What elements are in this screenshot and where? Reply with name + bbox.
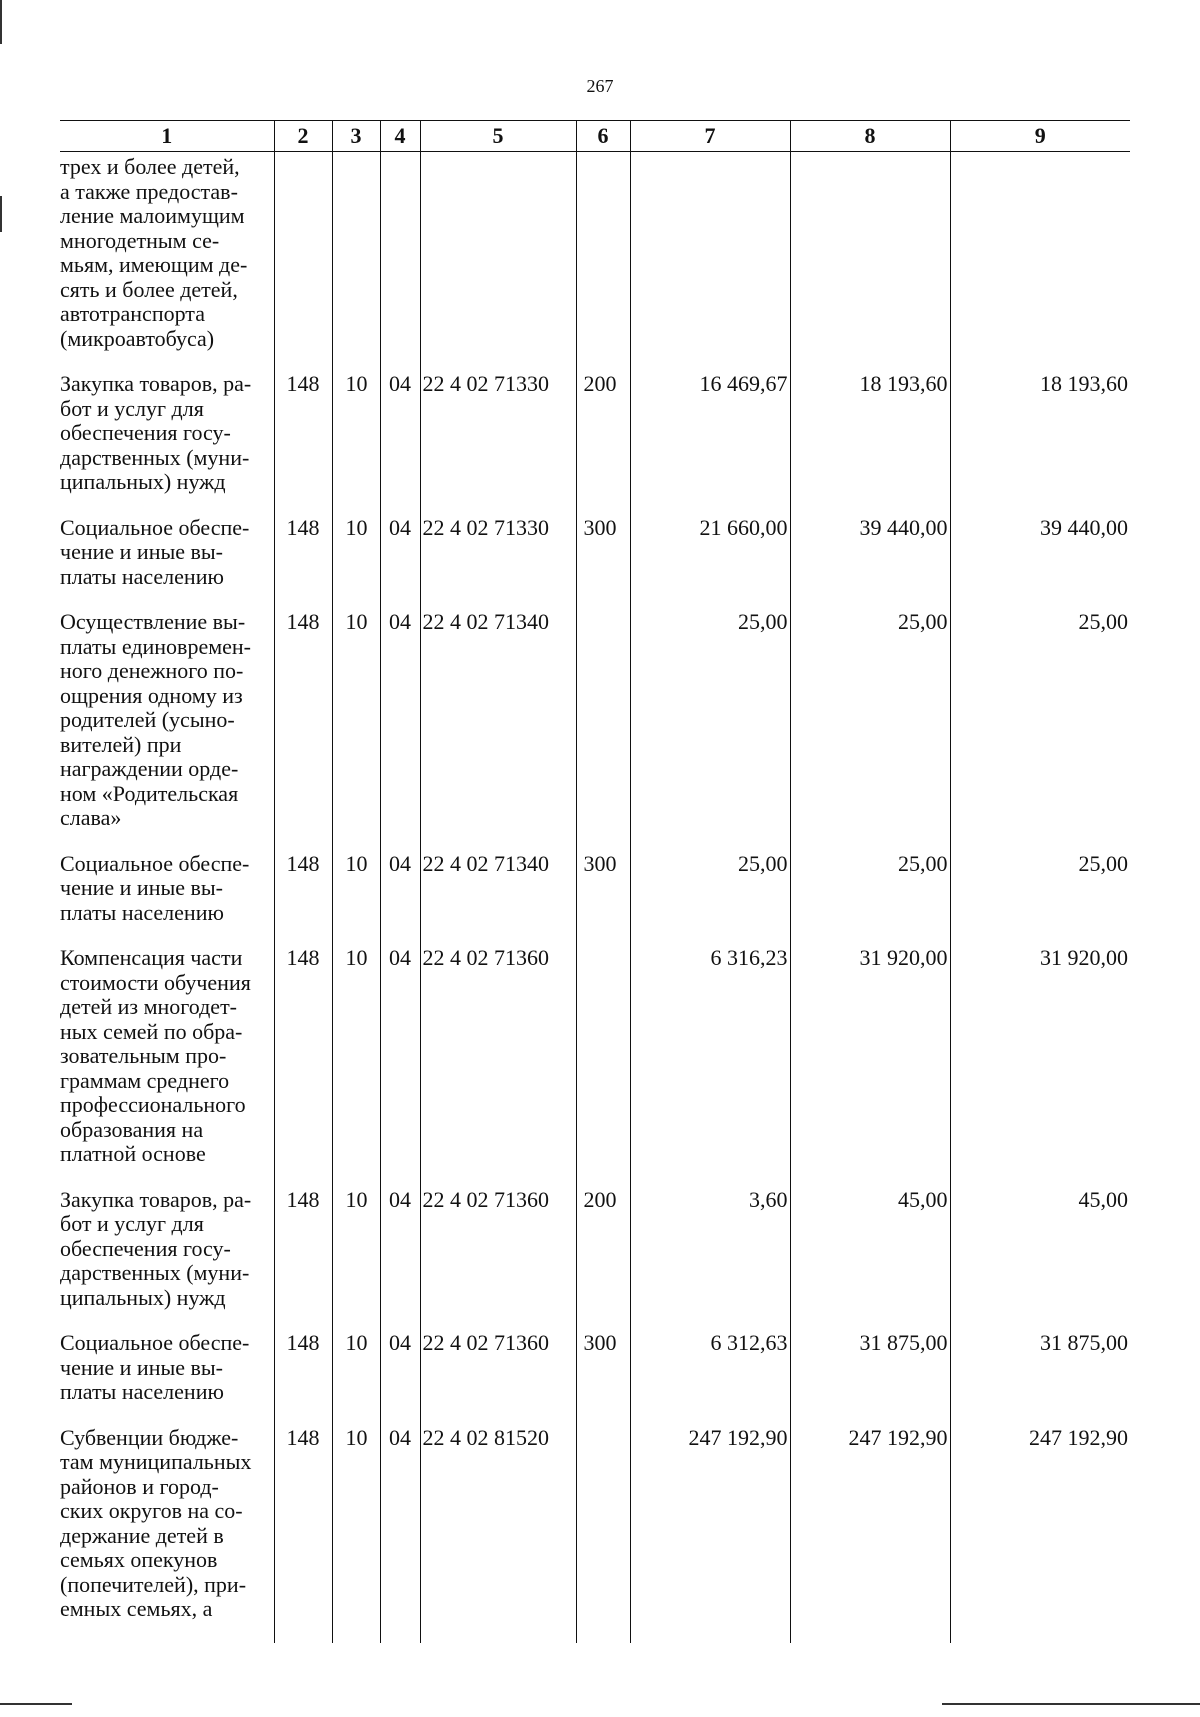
budget-table xyxy=(60,120,1130,1643)
item-name-line: (микроавтобуса) xyxy=(60,325,215,351)
item-name-line: стоимости обучения xyxy=(60,969,251,995)
subsection-code-cell: 04 xyxy=(380,852,420,947)
amount-col7-cell: 6 316,23 xyxy=(630,946,790,1188)
amount-col9-cell: 39 440,00 xyxy=(950,516,1130,611)
amount-col8-cell: 31 875,00 xyxy=(790,1331,950,1426)
amount-col7-cell: 25,00 xyxy=(630,852,790,947)
table-row xyxy=(60,946,1130,1188)
amount-col9-cell: 25,00 xyxy=(950,852,1130,947)
amount-col9-cell xyxy=(950,152,1130,373)
item-name-line: платной основе xyxy=(60,1141,206,1166)
amount-col7-cell: 25,00 xyxy=(630,610,790,852)
table-row xyxy=(60,152,1130,373)
item-name-line: дарственных (муни- xyxy=(60,444,250,470)
table-body xyxy=(60,152,1130,1643)
item-name-cell xyxy=(60,152,274,373)
item-name-line: бот и услуг для xyxy=(60,1211,204,1236)
scan-bottom-rule xyxy=(942,1703,1200,1705)
column-header-8: 8 xyxy=(790,121,950,152)
item-name-line: платы населению xyxy=(60,1379,224,1404)
table-row xyxy=(60,1426,1130,1643)
item-name-line: держание детей в xyxy=(60,1522,224,1548)
section-code-cell xyxy=(332,152,380,373)
target-article-cell: 22 4 02 71360 xyxy=(420,946,576,1188)
expense-type-cell: 300 xyxy=(576,516,630,611)
amount-col7-cell: 3,60 xyxy=(630,1188,790,1332)
item-name-line: Закупка товаров, ра- xyxy=(60,371,252,396)
item-name-line: емных семьях, а xyxy=(60,1596,213,1621)
section-code-cell: 10 xyxy=(332,1188,380,1332)
amount-col8-cell: 247 192,90 xyxy=(790,1426,950,1643)
item-name-line: платы населению xyxy=(60,563,224,589)
table-row xyxy=(60,372,1130,516)
item-name-line: бот и услуг для xyxy=(60,395,204,421)
dept-code-cell: 148 xyxy=(274,372,332,516)
item-name-line: ном «Родительская xyxy=(60,780,239,806)
dept-code-cell: 148 xyxy=(274,516,332,611)
expense-type-cell xyxy=(576,610,630,852)
amount-col9-cell: 247 192,90 xyxy=(950,1426,1130,1643)
item-name-line: семьях опекунов xyxy=(60,1547,218,1572)
target-article-cell: 22 4 02 71330 xyxy=(420,372,576,516)
amount-col7-cell: 21 660,00 xyxy=(630,516,790,611)
item-name-line: родителей (усыно- xyxy=(60,707,235,732)
column-header-9: 9 xyxy=(950,121,1130,152)
item-name-line: ских округов на со- xyxy=(60,1498,243,1523)
item-name-line: платы единовремен- xyxy=(60,633,251,659)
item-name-line: детей из многодет- xyxy=(60,994,238,1019)
item-name-line: Компенсация части xyxy=(60,945,243,970)
item-name-line: мьям, имеющим де- xyxy=(60,252,248,277)
column-header-2: 2 xyxy=(274,121,332,152)
amount-col8-cell xyxy=(790,152,950,373)
scan-edge-mark xyxy=(0,0,2,44)
page-number: 267 xyxy=(586,76,614,96)
table-row xyxy=(60,516,1130,611)
item-name-line: Субвенции бюдже- xyxy=(60,1424,239,1450)
item-name-line: там муниципальных xyxy=(60,1449,252,1474)
subsection-code-cell xyxy=(380,152,420,373)
dept-code-cell: 148 xyxy=(274,1331,332,1426)
scan-bottom-rule xyxy=(0,1703,72,1705)
table-row xyxy=(60,852,1130,947)
item-name-line: ление малоимущим xyxy=(60,203,245,228)
dept-code-cell: 148 xyxy=(274,1426,332,1643)
item-name-line: автотранспорта xyxy=(60,301,205,326)
item-name-line: обеспечения госу- xyxy=(60,420,231,445)
amount-col7-cell xyxy=(630,152,790,373)
item-name-line: профессионального xyxy=(60,1092,246,1117)
scan-edge-mark xyxy=(0,196,2,232)
item-name-cell xyxy=(60,516,274,611)
expense-type-cell: 300 xyxy=(576,852,630,947)
subsection-code-cell: 04 xyxy=(380,610,420,852)
dept-code-cell: 148 xyxy=(274,852,332,947)
amount-col9-cell: 31 920,00 xyxy=(950,946,1130,1188)
amount-col9-cell: 25,00 xyxy=(950,610,1130,852)
expense-type-cell xyxy=(576,1426,630,1643)
amount-col9-cell: 18 193,60 xyxy=(950,372,1130,516)
item-name-line: трех и более детей, xyxy=(60,154,240,179)
item-name-line: награждении орде- xyxy=(60,756,239,781)
expense-type-cell: 200 xyxy=(576,372,630,516)
item-name-line: многодетным се- xyxy=(60,227,220,253)
subsection-code-cell: 04 xyxy=(380,946,420,1188)
item-name-line: слава» xyxy=(60,805,122,830)
item-name-line: сять и более детей, xyxy=(60,276,238,302)
amount-col8-cell: 25,00 xyxy=(790,610,950,852)
item-name-cell xyxy=(60,610,274,852)
target-article-cell: 22 4 02 71340 xyxy=(420,852,576,947)
amount-col8-cell: 45,00 xyxy=(790,1188,950,1332)
item-name-line: чение и иные вы- xyxy=(60,875,224,900)
target-article-cell: 22 4 02 71330 xyxy=(420,516,576,611)
item-name-line: образования на xyxy=(60,1116,204,1142)
amount-col8-cell: 31 920,00 xyxy=(790,946,950,1188)
item-name-line: районов и город- xyxy=(60,1473,219,1499)
item-name-line: зовательным про- xyxy=(60,1043,227,1068)
column-header-7: 7 xyxy=(630,121,790,152)
target-article-cell: 22 4 02 71360 xyxy=(420,1331,576,1426)
target-article-cell: 22 4 02 71340 xyxy=(420,610,576,852)
item-name-line: Осуществление вы- xyxy=(60,609,246,634)
table-header-row xyxy=(60,121,1130,152)
item-name-line: ципальных) нужд xyxy=(60,1284,226,1310)
item-name-line: Закупка товаров, ра- xyxy=(60,1186,252,1212)
item-name-line: обеспечения госу- xyxy=(60,1235,231,1261)
amount-col7-cell: 16 469,67 xyxy=(630,372,790,516)
item-name-line: платы населению xyxy=(60,899,224,925)
dept-code-cell: 148 xyxy=(274,946,332,1188)
table-row xyxy=(60,610,1130,852)
target-article-cell: 22 4 02 71360 xyxy=(420,1188,576,1332)
section-code-cell: 10 xyxy=(332,610,380,852)
item-name-cell xyxy=(60,946,274,1188)
column-header-6: 6 xyxy=(576,121,630,152)
item-name-line: ного денежного по- xyxy=(60,658,244,683)
item-name-line: (попечителей), при- xyxy=(60,1571,247,1597)
table-row xyxy=(60,1331,1130,1426)
column-header-5: 5 xyxy=(420,121,576,152)
section-code-cell: 10 xyxy=(332,1331,380,1426)
dept-code-cell: 148 xyxy=(274,610,332,852)
item-name-line: дарственных (муни- xyxy=(60,1260,250,1285)
item-name-line: Социальное обеспе- xyxy=(60,1330,250,1355)
item-name-line: Социальное обеспе- xyxy=(60,850,250,876)
target-article-cell xyxy=(420,152,576,373)
section-code-cell: 10 xyxy=(332,852,380,947)
dept-code-cell: 148 xyxy=(274,1188,332,1332)
amount-col9-cell: 31 875,00 xyxy=(950,1331,1130,1426)
table-row xyxy=(60,1188,1130,1332)
amount-col9-cell: 45,00 xyxy=(950,1188,1130,1332)
item-name-line: а также предостав- xyxy=(60,178,238,204)
section-code-cell: 10 xyxy=(332,1426,380,1643)
amount-col8-cell: 39 440,00 xyxy=(790,516,950,611)
item-name-cell xyxy=(60,852,274,947)
section-code-cell: 10 xyxy=(332,516,380,611)
section-code-cell: 10 xyxy=(332,372,380,516)
item-name-cell xyxy=(60,1426,274,1643)
item-name-cell xyxy=(60,1188,274,1332)
column-header-4: 4 xyxy=(380,121,420,152)
amount-col8-cell: 18 193,60 xyxy=(790,372,950,516)
item-name-line: вителей) при xyxy=(60,731,182,757)
subsection-code-cell: 04 xyxy=(380,372,420,516)
target-article-cell: 22 4 02 81520 xyxy=(420,1426,576,1643)
subsection-code-cell: 04 xyxy=(380,1188,420,1332)
dept-code-cell xyxy=(274,152,332,373)
amount-col8-cell: 25,00 xyxy=(790,852,950,947)
item-name-line: Социальное обеспе- xyxy=(60,514,250,540)
subsection-code-cell: 04 xyxy=(380,516,420,611)
subsection-code-cell: 04 xyxy=(380,1331,420,1426)
expense-type-cell: 300 xyxy=(576,1331,630,1426)
amount-col7-cell: 247 192,90 xyxy=(630,1426,790,1643)
item-name-line: чение и иные вы- xyxy=(60,1354,224,1380)
expense-type-cell xyxy=(576,946,630,1188)
item-name-line: чение и иные вы- xyxy=(60,539,224,564)
item-name-cell xyxy=(60,1331,274,1426)
amount-col7-cell: 6 312,63 xyxy=(630,1331,790,1426)
column-header-1: 1 xyxy=(60,121,274,152)
expense-type-cell xyxy=(576,152,630,373)
item-name-line: ощрения одному из xyxy=(60,682,243,708)
item-name-line: ципальных) нужд xyxy=(60,469,226,494)
expense-type-cell: 200 xyxy=(576,1188,630,1332)
column-header-3: 3 xyxy=(332,121,380,152)
item-name-cell xyxy=(60,372,274,516)
section-code-cell: 10 xyxy=(332,946,380,1188)
subsection-code-cell: 04 xyxy=(380,1426,420,1643)
item-name-line: ных семей по обра- xyxy=(60,1018,243,1044)
item-name-line: граммам среднего xyxy=(60,1067,230,1093)
